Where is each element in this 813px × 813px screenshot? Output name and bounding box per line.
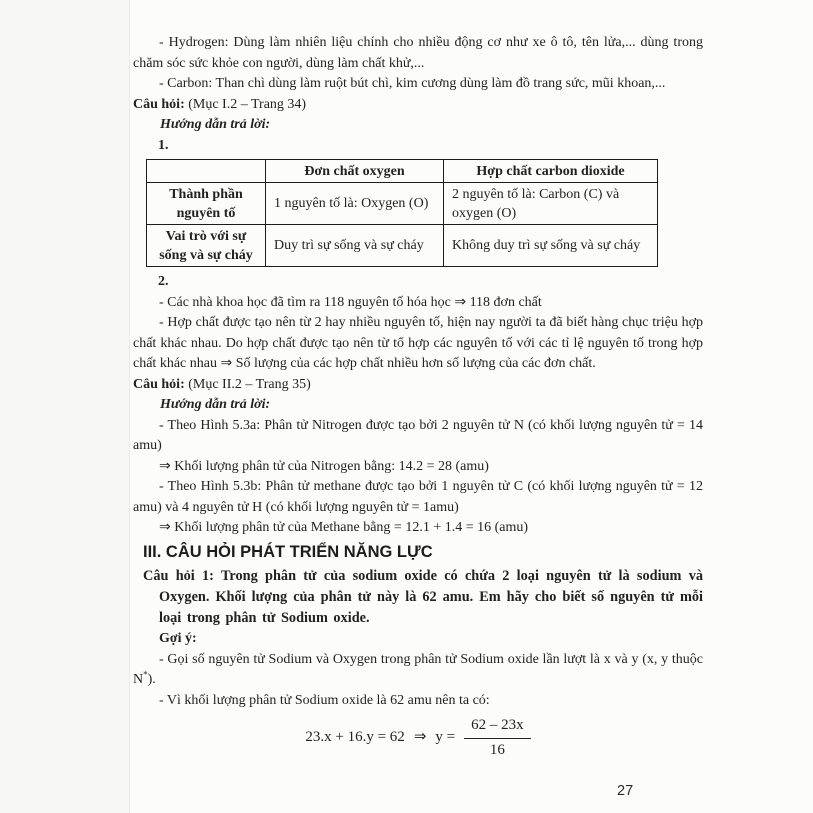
guide1-label: Hướng dẫn trả lời: bbox=[160, 117, 271, 132]
table-header-empty bbox=[147, 160, 266, 183]
scan-left-margin bbox=[0, 0, 130, 813]
paragraph-hydrogen-uses: - Hydrogen: Dùng làm nhiên liệu chính cho nhiều động cơ như xe ô tô, tên lửa,... dùng trong chăm sóc sức khỏe con người, dùng làm chất khử,... bbox=[133, 35, 703, 71]
answer2-point1: - Các nhà khoa học đã tìm ra 118 nguyên tố hóa học ⇒ 118 đơn chất bbox=[159, 294, 542, 310]
row1-oxygen-cell: 1 nguyên tố là: Oxygen (O) bbox=[266, 183, 444, 225]
guide2-label: Hướng dẫn trả lời: bbox=[160, 397, 271, 412]
table-row bbox=[147, 183, 658, 225]
section3-heading: III. CÂU HỎI PHÁT TRIỂN NĂNG LỰC bbox=[143, 542, 433, 561]
question2-label: Câu hỏi: bbox=[133, 376, 185, 392]
question2-ref: (Mục II.2 – Trang 35) bbox=[184, 376, 311, 392]
answer3-point-a: - Theo Hình 5.3a: Phân tử Nitrogen được tạo bởi 2 nguyên tử N (có khối lượng nguyên tử = 14 amu) bbox=[133, 417, 703, 453]
equation-fraction bbox=[464, 715, 531, 760]
implies-arrow: ⇒ bbox=[413, 729, 427, 746]
hint-line1-text: - Gọi số nguyên tử Sodium và Oxygen trong phân tử Sodium oxide lần lượt là x và y (x, y thuộc N bbox=[133, 651, 703, 688]
hint-line2: - Vì khối lượng phân tử Sodium oxide là 62 amu nên ta có: bbox=[159, 692, 490, 708]
answer3-point-b: - Theo Hình 5.3b: Phân tử methane được tạo bởi 1 nguyên tử C (có khối lượng nguyên tử = 12 amu) và 4 nguyên tử H (có khối lượng nguyên tử = 1amu) bbox=[133, 479, 703, 515]
answer3-result-a: ⇒ Khối lượng phân tử của Nitrogen bằng: 14.2 = 28 (amu) bbox=[159, 458, 489, 474]
question1-ref: (Mục I.2 – Trang 34) bbox=[184, 96, 307, 112]
hint-line1 bbox=[133, 650, 703, 691]
equation-left: 23.x + 16.y = 62 bbox=[305, 729, 405, 746]
answer2-point2: - Hợp chất được tạo nên từ 2 hay nhiều nguyên tố, hiện nay người ta đã biết hàng chục triệu hợp chất khác nhau. Do hợp chất được tạo nên từ tổ hợp các nguyên tố với các tỉ lệ nguyên tố trong hợp chất khác nhau ⇒ Số lượng của các hợp chất nhiều hơn số lượng của các đơn chất. bbox=[133, 315, 703, 371]
table-header-oxygen: Đơn chất oxygen bbox=[266, 160, 444, 183]
question2-line bbox=[133, 375, 703, 396]
row2-oxygen-cell: Duy trì sự sống và sự cháy bbox=[266, 225, 444, 267]
row2-label: Vai trò với sự sống và sự cháy bbox=[147, 225, 266, 267]
row1-carbon-dioxide-cell: 2 nguyên tố là: Carbon (C) và oxygen (O) bbox=[444, 183, 658, 225]
answer1-number: 1. bbox=[158, 137, 169, 153]
table-row bbox=[147, 225, 658, 267]
hint-line1-close: ). bbox=[147, 672, 156, 688]
oxygen-carbon-dioxide-comparison-table bbox=[146, 159, 658, 267]
book-page bbox=[133, 0, 703, 760]
answer2-number: 2. bbox=[158, 274, 169, 289]
row2-carbon-dioxide-cell: Không duy trì sự sống và sự cháy bbox=[444, 225, 658, 267]
row1-label: Thành phần nguyên tố bbox=[147, 183, 266, 225]
hint-label: Gợi ý: bbox=[159, 631, 197, 647]
equation-mid: y = bbox=[435, 729, 456, 746]
fraction-denominator: 16 bbox=[489, 741, 505, 758]
question1-label: Câu hỏi: bbox=[133, 96, 185, 112]
answer3-result-b: ⇒ Khối lượng phân tử của Methane bằng = 12.1 + 1.4 = 16 (amu) bbox=[159, 520, 529, 535]
superscript-star: * bbox=[143, 669, 148, 680]
page-number: 27 bbox=[617, 783, 634, 799]
question1-line bbox=[133, 95, 703, 116]
fraction-numerator: 62 – 23x bbox=[464, 715, 531, 739]
paragraph-carbon-uses: - Carbon: Than chì dùng làm ruột bút chì, kim cương dùng làm đồ trang sức, mũi khoan,... bbox=[159, 76, 666, 91]
section3-question1: Câu hỏi 1: Trong phân tử của sodium oxide có chứa 2 loại nguyên tử là sodium và Oxygen. Khối lượng của phân tử này là 62 amu. Em hãy cho biết số nguyên tử mỗi loại trong phân tử Sodium oxide. bbox=[143, 567, 703, 626]
sodium-oxide-equation bbox=[133, 715, 703, 760]
table-header-carbon-dioxide: Hợp chất carbon dioxide bbox=[444, 160, 658, 183]
table-header-row bbox=[147, 160, 658, 183]
